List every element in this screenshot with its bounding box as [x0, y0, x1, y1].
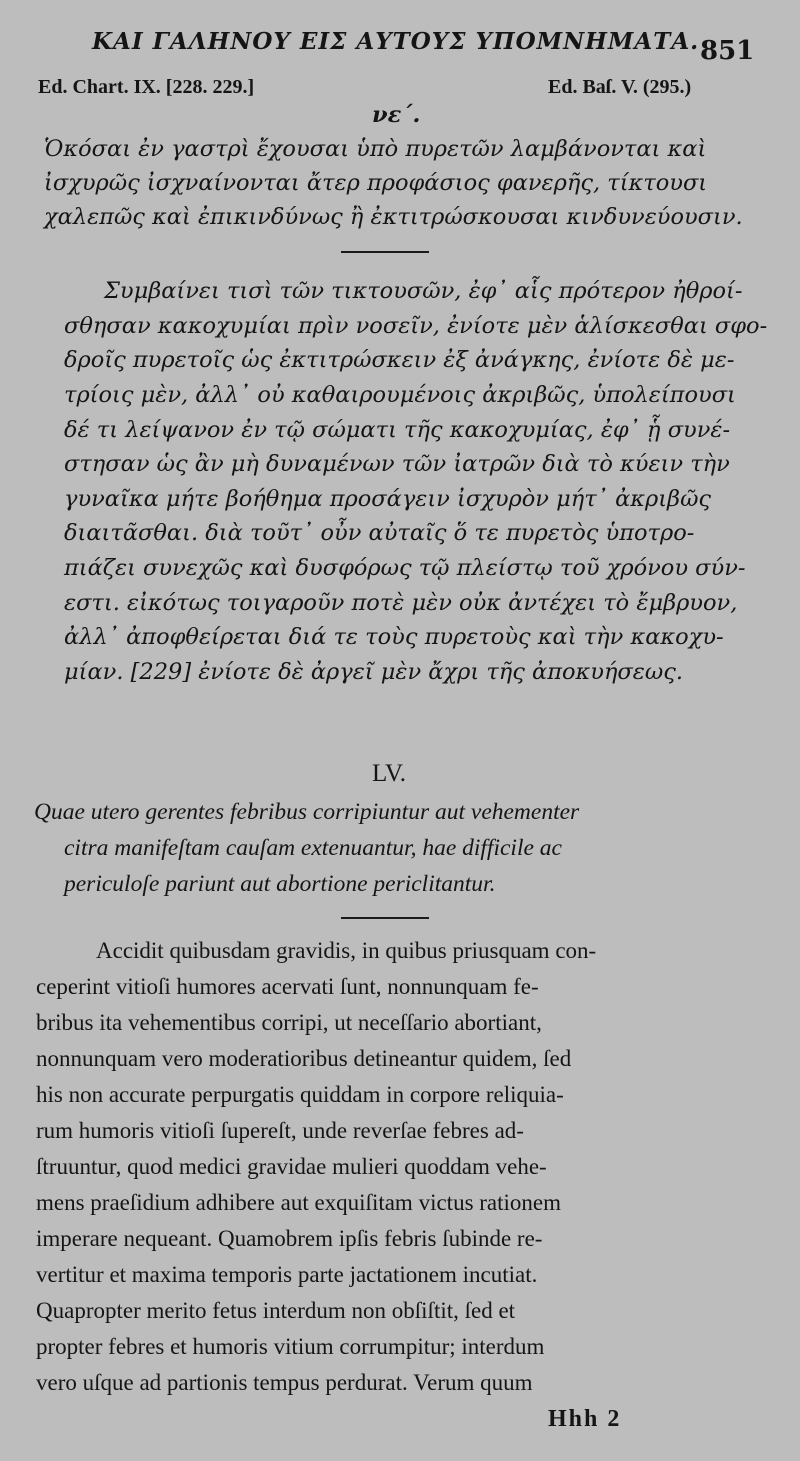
latin-aphorism-line: periculoſe pariunt aut abortione periclitantur. [64, 871, 496, 897]
edition-basel-reference: Ed. Baſ. V. (295.) [548, 76, 692, 98]
latin-section-number: LV. [372, 760, 407, 787]
latin-commentary-line: ceperint vitioſi humores acervati ſunt, nonnunquam fe- [36, 974, 539, 999]
greek-commentary-line: σθησαν κακοχυμίαι πρὶν νοσεῖν, ἐνίοτε μὲν ἁλίσκεσθαι σφο- [64, 313, 768, 339]
greek-commentary-line: Συμβαίνει τισὶ τῶν τικτουσῶν, ἐφ᾽ αἷς πρότερον ἠθροί- [104, 278, 743, 304]
greek-aphorism-line: ἰσχυρῶς ἰσχναίνονται ἄτερ προφάσιος φανερῆς, τίκτουσι [44, 170, 708, 196]
greek-commentary-line: στησαν ὡς ἂν μὴ δυναμένων τῶν ἰατρῶν διὰ τὸ κύειν τὴν [64, 451, 730, 477]
latin-commentary-line: mens praeſidium adhibere aut exquiſitam victus rationem [36, 1190, 562, 1215]
running-title: ΚΑΙ ΓΑΛΗΝΟΥ ΕΙΣ ΑΥΤΟΥΣ ΥΠΟΜΝΗΜΑΤΑ. [92, 28, 700, 55]
latin-commentary-line: his non accurate perpurgatis quiddam in corpore reliquia- [36, 1082, 564, 1107]
signature-mark: Hhh 2 [548, 1406, 622, 1432]
greek-commentary-line: τρίοις μὲν, ἀλλ᾽ οὐ καθαιρουμένοις ἀκριβῶς, ὑπολείπουσι [64, 382, 736, 408]
latin-aphorism-line: citra manifeſtam cauſam extenuantur, hae difficile ac [64, 835, 562, 861]
latin-commentary-line: bribus ita vehementibus corripi, ut neceſſario abortiant, [36, 1010, 542, 1035]
separator-rule [341, 917, 429, 919]
separator-rule [341, 251, 429, 253]
greek-commentary-line: δροῖς πυρετοῖς ὡς ἐκτιτρώσκειν ἐξ ἀνάγκης, ἐνίοτε δὲ με- [64, 347, 735, 373]
latin-commentary-line: propter febres et humoris vitium corrumpitur; interdum [36, 1334, 545, 1359]
greek-section-number: νε΄. [372, 102, 421, 128]
latin-commentary-line: Quapropter merito fetus interdum non obſiſtit, ſed et [36, 1298, 516, 1323]
page-number: 851 [700, 36, 755, 66]
greek-aphorism-line: χαλεπῶς καὶ ἐπικινδύνως ἢ ἐκτιτρώσκουσαι κινδυνεύουσιν. [44, 204, 743, 230]
latin-commentary-line: nonnunquam vero moderatioribus detineantur quidem, ſed [36, 1046, 572, 1071]
greek-commentary-line: διαιτᾶσθαι. διὰ τοῦτ᾽ οὖν αὐταῖς ὅ τε πυρετὸς ὑποτρο- [64, 520, 695, 546]
greek-commentary-line: εστι. εἰκότως τοιγαροῦν ποτὲ μὲν οὐκ ἀντέχει τὸ ἔμβρυον, [64, 590, 738, 616]
latin-commentary-line: vero uſque ad partionis tempus perdurat. Verum quum [36, 1370, 533, 1395]
greek-commentary-line: δέ τι λείψανον ἐν τῷ σώματι τῆς κακοχυμίας, ἐφ᾽ ᾗ συνέ- [64, 417, 731, 443]
greek-aphorism-line: Ὁκόσαι ἐν γαστρὶ ἔχουσαι ὑπὸ πυρετῶν λαμβάνονται καὶ [44, 136, 707, 162]
greek-commentary-line: πιάζει συνεχῶς καὶ δυσφόρως τῷ πλείστῳ τοῦ χρόνου σύν- [64, 555, 746, 581]
latin-commentary-line: Accidit quibusdam gravidis, in quibus priusquam con- [96, 938, 597, 963]
latin-commentary-line: rum humoris vitioſi ſupereſt, unde reverſae febres ad- [36, 1118, 524, 1143]
latin-commentary-line: ſtruuntur, quod medici gravidae mulieri quoddam vehe- [36, 1154, 547, 1179]
latin-commentary-line: vertitur et maxima temporis parte jactationem incutiat. [36, 1262, 538, 1287]
greek-commentary-line: γυναῖκα μήτε βοήθημα προσάγειν ἰσχυρὸν μήτ᾽ ἀκριβῶς [64, 486, 712, 512]
latin-commentary-line: imperare nequeant. Quamobrem ipſis febris ſubinde re- [36, 1226, 543, 1251]
edition-chart-reference: Ed. Chart. IX. [228. 229.] [38, 76, 255, 98]
latin-aphorism-line: Quae utero gerentes febribus corripiuntur aut vehementer [34, 799, 580, 825]
greek-commentary-line: μίαν. [229] ἐνίοτε δὲ ἀργεῖ μὲν ἄχρι τῆς ἀποκυήσεως. [64, 659, 683, 685]
greek-commentary-line: ἀλλ᾽ ἀποφθείρεται διά τε τοὺς πυρετοὺς καὶ τὴν κακοχυ- [64, 624, 724, 650]
